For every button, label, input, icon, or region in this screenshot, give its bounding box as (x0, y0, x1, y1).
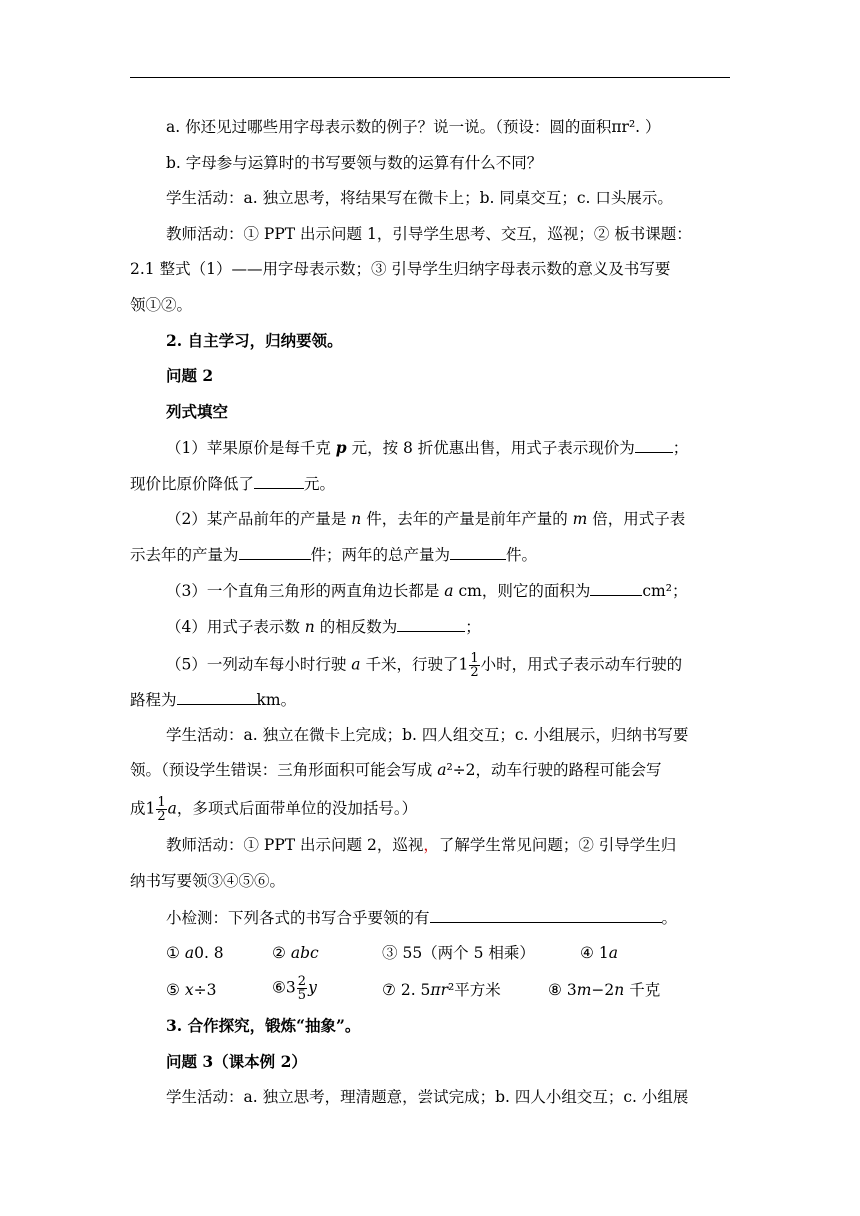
answer-blank[interactable] (239, 544, 311, 560)
section2-heading: 2. 自主学习，归纳要领。 (166, 331, 343, 350)
problem2-title: 问题 2 (166, 366, 214, 385)
problem3-title: 问题 3（课本例 2） (166, 1052, 307, 1071)
header-rule (130, 77, 730, 78)
question-5-line1: （5）一列动车每小时行驶 a 千米，行驶了1 $\frac{1}{2}$ 小时，用式子表示动车行驶的 (166, 651, 683, 680)
option-2: ② abc (272, 944, 319, 962)
intro-teacher-activity-line2: 2.1 整式（1）——用字母表示数；③ 引导学生归纳字母表示数的意义及书写要 (130, 260, 671, 278)
intro-teacher-activity-line3: 领①②。 (130, 296, 193, 314)
intro-question-b: b. 字母参与运算时的书写要领与数的运算有什么不同？ (166, 154, 543, 172)
section2-student-activity-line2: 领。（预设学生错误：三角形面积可能会写成 a²÷2，动车行驶的路程可能会写 (130, 761, 662, 779)
quick-check: 小检测：下列各式的书写合乎要领的有 。 (166, 909, 678, 927)
answer-blank[interactable] (254, 473, 304, 489)
answer-blank[interactable] (635, 437, 673, 453)
section2-teacher-activity-line1: 教师活动：① PPT 出示问题 2，巡视，了解学生常见问题；② 引导学生归 (166, 836, 677, 854)
answer-blank[interactable] (450, 544, 506, 560)
answer-blank[interactable] (430, 907, 662, 923)
question-2-line2: 示去年的产量为 件；两年的总产量为 件。 (130, 546, 538, 564)
mixed-fraction: $\frac{1}{2}$ (157, 795, 166, 824)
question-1-line1: （1）苹果原价是每千克 p 元，按 8 折优惠出售，用式子表示现价为 ； (166, 438, 689, 457)
problem2-subtitle: 列式填空 (166, 402, 229, 421)
answer-blank[interactable] (590, 580, 642, 596)
option-8: ⑧ 3m−2n 千克 (548, 981, 661, 999)
option-3: ③ 55（两个 5 相乘） (382, 944, 535, 962)
question-2-line1: （2）某产品前年的产量是 n 件，去年的产量是前年产量的 m 倍，用式子表 (166, 510, 686, 528)
section3-heading: 3. 合作探究，锻炼“抽象”。 (166, 1016, 361, 1035)
option-7: ⑦ 2. 5πr²平方米 (382, 981, 501, 999)
mixed-fraction: $\frac{1}{2}$ (470, 651, 479, 680)
option-6: ⑥3 $\frac{2}{5}$ y (272, 974, 317, 1003)
section3-student-activity: 学生活动：a. 独立思考，理清题意，尝试完成；b. 四人小组交互；c. 小组展 (166, 1088, 689, 1106)
question-5-line2: 路程为 km。 (130, 691, 297, 709)
question-4: （4）用式子表示数 n 的相反数为 ； (166, 618, 481, 636)
intro-teacher-activity-line1: 教师活动：① PPT 出示问题 1，引导学生思考、交互，巡视；② 板书课题： (166, 225, 692, 243)
question-3: （3）一个直角三角形的两直角边长都是 a cm，则它的面积为 cm²； (166, 582, 688, 600)
answer-blank[interactable] (177, 689, 257, 705)
section2-teacher-activity-line2: 纳书写要领③④⑤⑥。 (130, 872, 286, 890)
section2-student-activity-line3: 成1 $\frac{1}{2}$ a，多项式后面带单位的没加括号。） (130, 795, 418, 824)
question-1-line2: 现价比原价降低了 元。 (130, 475, 336, 493)
intro-student-activity: 学生活动：a. 独立思考，将结果写在微卡上；b. 同桌交互；c. 口头展示。 (166, 189, 673, 207)
option-1: ① a0. 8 (166, 944, 224, 962)
answer-blank[interactable] (397, 616, 465, 632)
option-5: ⑤ x÷3 (166, 981, 217, 999)
mixed-fraction: $\frac{2}{5}$ (297, 974, 307, 1003)
option-4: ④ 1a (580, 944, 618, 962)
section2-student-activity-line1: 学生活动：a. 独立在微卡上完成；b. 四人组交互；c. 小组展示，归纳书写要 (166, 726, 689, 744)
intro-question-a: a. 你还见过哪些用字母表示数的例子？说一说。（预设：圆的面积πr². ） (166, 118, 661, 136)
